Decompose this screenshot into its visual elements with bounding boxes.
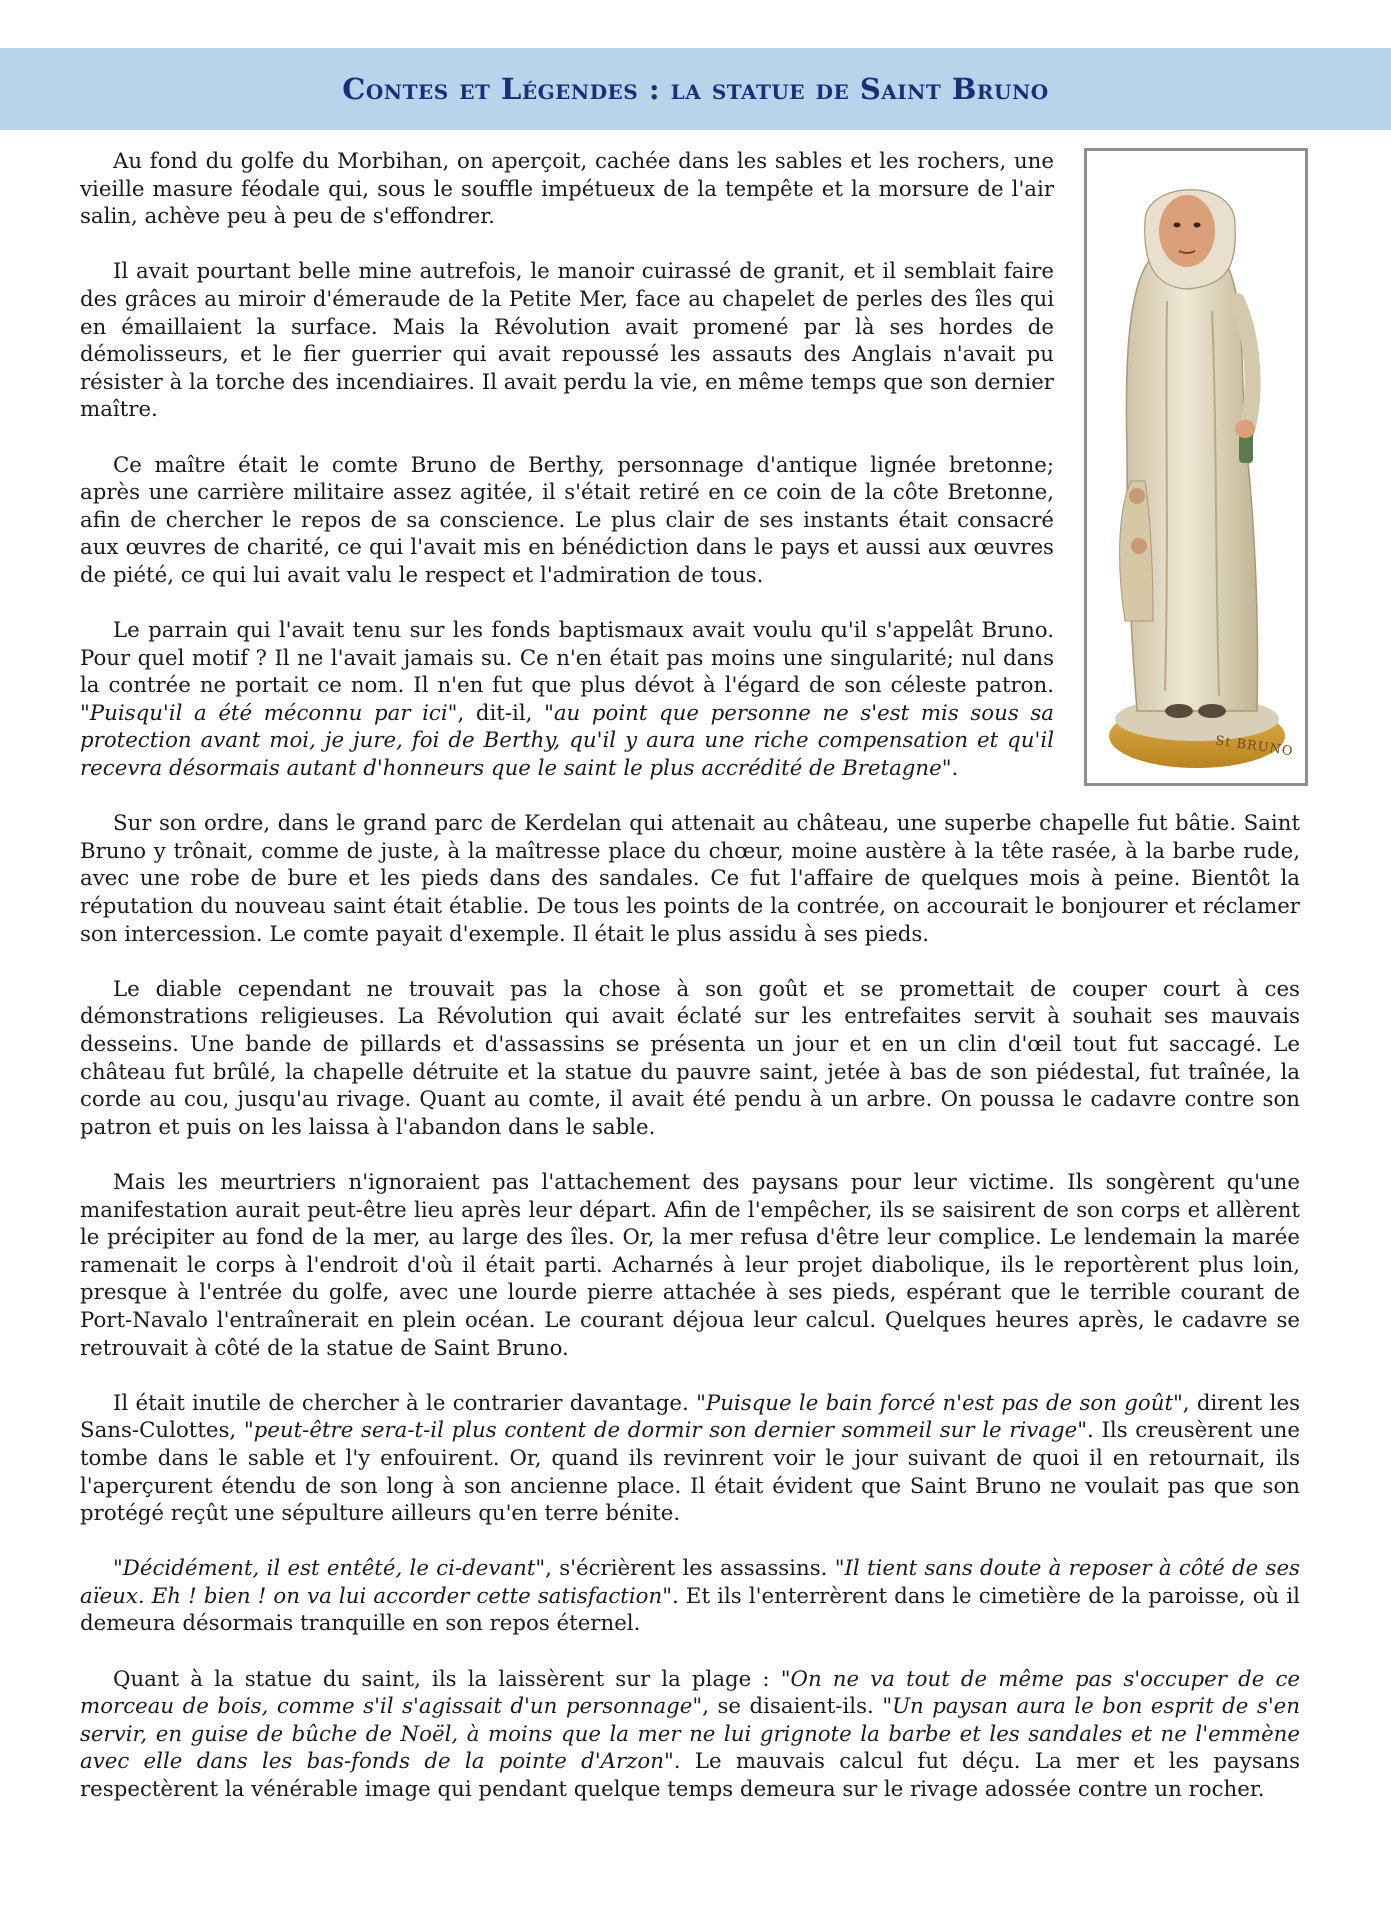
- paragraph: [80, 1666, 1300, 1804]
- paragraph-text: , s'écrièrent les assassins.: [545, 1556, 835, 1582]
- quote-text: "Décidément, il est entêté, le ci-devant": [113, 1556, 546, 1582]
- paragraph-text: , dirent les Sans-Culottes,: [80, 1390, 1301, 1444]
- statue-plinth-label: St BRUNO: [1214, 733, 1295, 760]
- paragraph-text: Il avait pourtant belle mine autrefois, le manoir cuirassé de granit, et il semblait faire des grâces au miroir d'émeraude de la Petite Mer, face au chapelet de perles des îles qui en émaillaient la surface. Mais la Révolution avait promené par là ses hordes de démolisseurs, et le fier guerrier qui avait repoussé les assauts des Anglais n'avait pu résister à la torche des incendiaires. Il avait perdu la vie, en même temps que son dernier maître.: [80, 259, 1054, 423]
- paragraph-text: Le parrain qui l'avait tenu sur les fonds baptismaux avait voulu qu'il s'appelât Bruno. Pour quel motif ? Il ne l'avait jamais su. Ce n'en était pas moins une singularité; nul dans la contrée ne portait ce nom. Il n'en fut que plus dévot à l'égard de son céleste patron.: [80, 618, 1054, 699]
- quote-text: "Il tient sans doute à reposer à côté de ses aïeux. Eh ! bien ! on va lui accorder cette satisfaction": [80, 1556, 1300, 1609]
- quote-text: "Un paysan aura le bon esprit de s'en servir, en guise de bûche de Noël, à moins que la mer ne lui grignote la barbe et les sandales et ne l'emmène avec elle dans les bas-fonds de la pointe d'Arzon": [80, 1694, 1301, 1775]
- paragraph-text: Il était inutile de chercher à le contrarier davantage.: [113, 1390, 697, 1416]
- quote-text: "peut-être sera-t-il plus content de dormir son dernier sommeil sur le rivage": [243, 1418, 1088, 1444]
- quote-text: "Puisque le bain forcé n'est pas de son goût": [696, 1390, 1183, 1416]
- statue-face: [1159, 195, 1215, 267]
- paragraph-text: Le diable cependant ne trouvait pas la chose à son goût et se promettait de couper court à ces démonstrations religieuses. La Révolution qui avait éclaté sur les entrefaites servit à souhait ses mauvais desseins. Une bande de pillards et d'assassins se présenta un jour et en un clin d'œil tout fut saccagé. Le château fut brûlé, la chapelle détruite et la statue du pauvre saint, jetée à bas de son piédestal, fut traînée, la corde au cou, jusqu'au rivage. Quant au comte, il avait été pendu à un arbre. On poussa le cadavre contre son patron et puis on les laissa à l'abandon dans le sable.: [80, 976, 1300, 1140]
- quote-text: "Puisqu'il a été méconnu par ici": [80, 700, 458, 726]
- paragraph-text: , se disaient-ils.: [702, 1694, 883, 1720]
- statue-photo: [1084, 148, 1308, 786]
- paragraph-text: . Ils creusèrent une tombe dans le sable et l'y enfouirent. Or, quand ils revinrent voir le jour suivant de quoi il en retournait, ils l'aperçurent étendu de son long à son ancienne place. Il était évident que Saint Bruno ne voulait pas que son protégé reçût une sépulture ailleurs qu'en terre bénite.: [80, 1418, 1300, 1527]
- paragraph: [80, 1390, 1300, 1528]
- paragraph-text: Quant à la statue du saint, ils la laissèrent sur la plage :: [113, 1666, 781, 1692]
- paragraph-text: Ce maître était le comte Bruno de Berthy, personnage d'antique lignée bretonne; après une carrière militaire assez agitée, il s'était retiré en ce coin de la côte Bretonne, afin de chercher le repos de sa conscience. Le plus clair de ses instants était consacré aux œuvres de charité, ce qui l'avait mis en bénédiction dans le pays et aussi aux œuvres de piété, ce qui lui avait valu le respect et l'admiration de tous.: [80, 452, 1054, 588]
- paragraph: [80, 1169, 1300, 1362]
- paragraph-text: , dit-il,: [457, 700, 545, 726]
- paragraph-text: .: [951, 756, 959, 782]
- paragraph-text: . Le mauvais calcul fut déçu. La mer et les paysans respectèrent la vénérable image qui pendant quelque temps demeura sur le rivage adossée contre un rocher.: [80, 1749, 1300, 1803]
- paragraph: [80, 1555, 1300, 1638]
- statue-illustration: [1087, 151, 1305, 783]
- paragraph: [80, 976, 1300, 1142]
- quote-text: "au point que personne ne s'est mis sous sa protection avant moi, je jure, foi de Berthy, qu'il y aura une riche compensation et qu'il recevra désormais autant d'honneurs que le saint le plus accrédité de Bretagne": [80, 700, 1054, 782]
- paragraph-text: . Et ils l'enterrèrent dans le cimetière de la paroisse, où il demeura désormais tranquille en son repos éternel.: [80, 1583, 1300, 1637]
- paragraph-text: Au fond du golfe du Morbihan, on aperçoit, cachée dans les sables et les rochers, une vieille masure féodale qui, sous le souffle impétueux de la tempête et la morsure de l'air salin, achève peu à peu de s'effondrer.: [80, 149, 1054, 230]
- paragraph-text: Mais les meurtriers n'ignoraient pas l'attachement des paysans pour leur victime. Ils songèrent qu'une manifestation aurait peut-être lieu après leur départ. Afin de l'empêcher, ils se saisirent de son corps et allèrent le précipiter au fond de la mer, au large des îles. Or, la mer refusa d'être leur complice. Le lendemain la marée ramenait le corps à l'endroit d'où il était parti. Acharnés à leur projet diabolique, ils le reportèrent plus loin, presque à l'entrée du golfe, avec une lourde pierre attachée à ses pieds, espérant que le terrible courant de Port-Navalo l'entraînerait en plein océan. Le courant déjoua leur calcul. Quelques heures après, le cadavre se retrouvait à côté de la statue de Saint Bruno.: [80, 1169, 1300, 1361]
- quote-text: "On ne va tout de même pas s'occuper de ce morceau de bois, comme s'il s'agissait d'un personnage": [80, 1666, 1300, 1720]
- article-body: [80, 148, 1300, 1831]
- title-banner: [0, 48, 1391, 130]
- paragraph-text: Sur son ordre, dans le grand parc de Kerdelan qui attenait au château, une superbe chapelle fut bâtie. Saint Bruno y trônait, comme de juste, à la maîtresse place du chœur, moine austère à la tête rasée, à la barbe rude, avec une robe de bure et les pieds dans des sandales. Ce fut l'affaire de quelques mois à peine. Bientôt la réputation du nouveau saint était établie. De tous les points de la contrée, on accourait le bonjourer et réclamer son intercession. Le comte payait d'exemple. Il était le plus assidu à ses pieds.: [80, 811, 1300, 947]
- page-title: Contes et Légendes : la statue de Saint Bruno: [342, 72, 1049, 106]
- paragraph: [80, 810, 1300, 948]
